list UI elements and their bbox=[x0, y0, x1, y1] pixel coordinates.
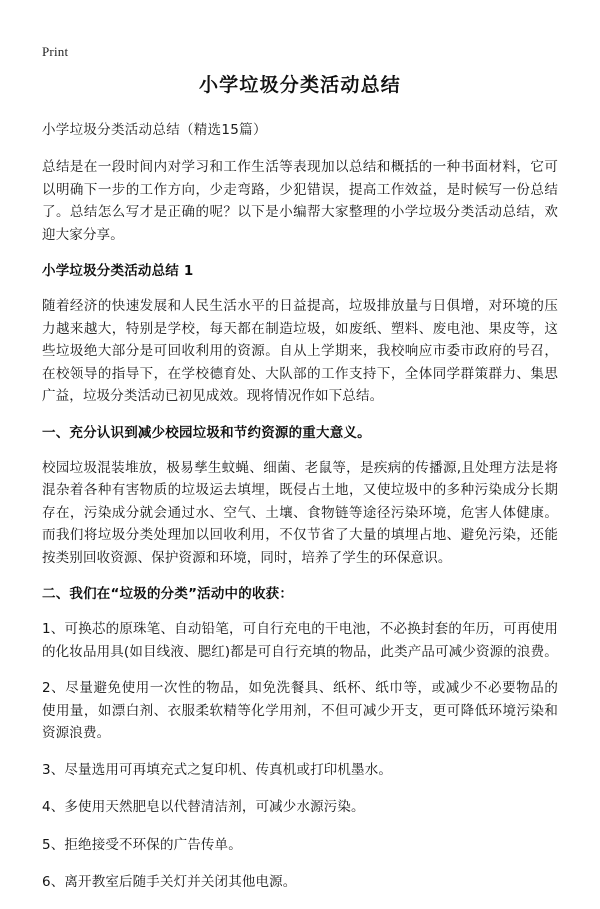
list-item: 2、尽量避免使用一次性的物品，如免洗餐具、纸杯、纸巾等，或减少不必要物品的 使用量，如漂白剂、衣服柔软精等化学用剂，不但可减少开支，更可降低环境污染和资源浪费。 bbox=[42, 680, 558, 741]
list-item: 1、可换芯的原珠笔、自动铅笔，可自行充电的干电池，不必换封套的年历，可再使用的化妆品用具(如目线液、腮红)都是可自行充填的物品，此类产品可减少资源的浪费。 bbox=[42, 621, 558, 660]
list-item: 5、拒绝接受不环保的广告传单。 bbox=[42, 836, 242, 853]
subsection-heading-one: 一、充分认识到减少校园垃圾和节约资源的重大意义。 bbox=[42, 424, 371, 441]
document-content bbox=[42, 72, 558, 909]
list-item: 3、尽量选用可再填充式之复印机、传真机或打印机墨水。 bbox=[42, 761, 392, 778]
page-title: 小学垃圾分类活动总结 bbox=[198, 74, 401, 96]
intro-paragraph: 总结是在一段时间内对学习和工作生活等表现加以总结和概括的一种书面材料，它可以明确下一步的工作方向，少走弯路，少犯错误，提高工作效益，是时候写一份总结了。总结怎么写才是正确的呢？以下是小编帮大家整理的小学垃圾分类活动总结，欢迎大家分享。 bbox=[42, 159, 558, 243]
subsection-heading-two: 二、我们在“垃圾的分类”活动中的收获： bbox=[42, 586, 294, 602]
list-item: 6、离开教室后随手关灯并关闭其他电源。 bbox=[42, 874, 297, 890]
print-button[interactable]: Print bbox=[42, 44, 69, 59]
document-subtitle: 小学垃圾分类活动总结（精选15篇） bbox=[42, 122, 267, 138]
section-intro-paragraph: 随着经济的快速发展和人民生活水平的日益提高，垃圾排放量与日俱增，对环境的压力越来越大，特别是学校，每天都在制造垃圾，如废纸、塑料、废电池、果皮等，这些垃圾绝大部分是可回收利用的资源。自从上学期来，我校响应市委市政府的号召，在校领导的指导下，在学校德育处、大队部的工作支持下，全体同学群策群力、集思广益，垃圾分类活动已初见成效。现将情况作如下总结。 bbox=[42, 298, 558, 404]
section-heading-1: 小学垃圾分类活动总结 1 bbox=[42, 263, 194, 279]
list-item: 4、多使用天然肥皂以代替清洁剂，可减少水源污染。 bbox=[42, 799, 365, 815]
subsection-one-body: 校园垃圾混装堆放，极易孳生蚊蝇、细菌、老鼠等，是疾病的传播源,且处理方法是将混杂着各种有害物质的垃圾运去填埋，既侵占土地，又使垃圾中的多种污染成分长期存在，污染成分就会通过水、空气、土壤、食物链等途径污染环境，危害人体健康。而我们将垃圾分类处理加以回收利用，不仅节省了大量的填埋占地、避免污染，还能按类别回收资源、保护资源和环境，同时，培养了学生的环保意识。 bbox=[42, 459, 558, 566]
